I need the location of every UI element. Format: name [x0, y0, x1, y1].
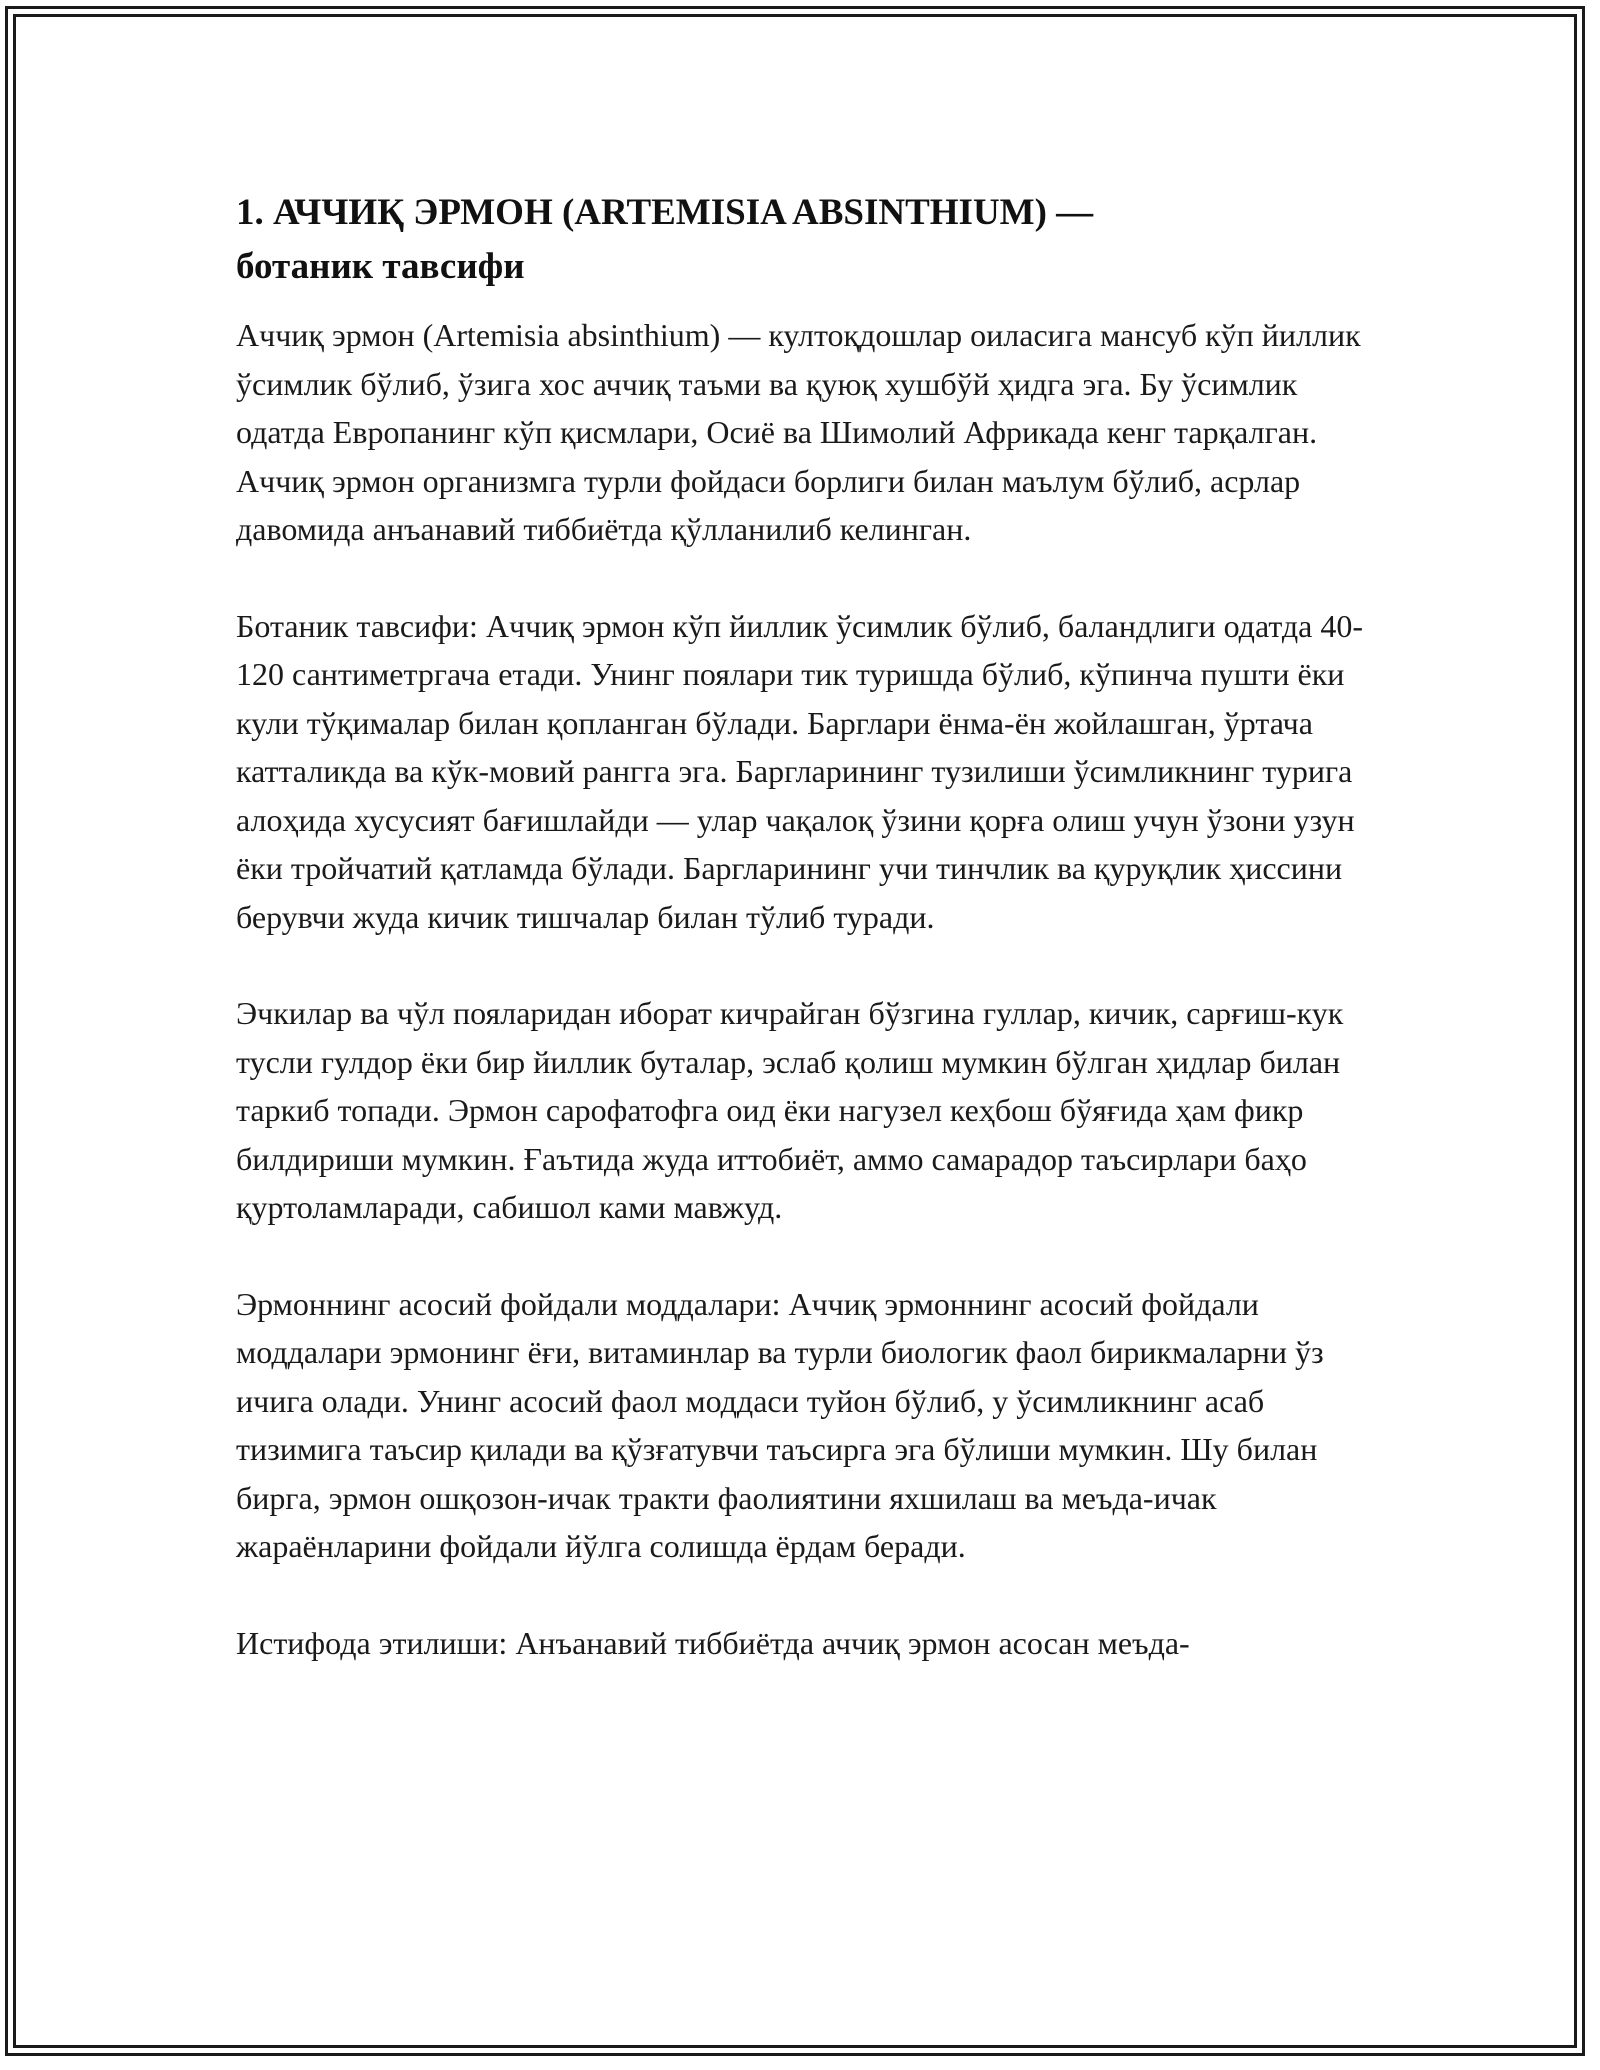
paragraph-botanical-description: Ботаник тавсифи: Аччиқ эрмон кўп йиллик ўсимлик бўлиб, баландлиги одатда 40-120 сантиметргача етади. Унинг поялари тик туришда бўлиб, кўпинча пушти ёки кули тўқималар билан қопланган бўлади. Барглари ёнма-ён жойлашган, ўртача катталикда ва кўк-мовий рангга эга. Баргларининг тузилиши ўсимликнинг турига алоҳида хусусият бағишлайди — улар чақалоқ ўзини қорға олиш учун ўзони узун ёки тройчатий қатламда бўлади. Баргларининг учи тинчлик ва қуруқлик ҳиссини берувчи жуда кичик тишчалар билан тўлиб туради.	[236, 607, 1364, 935]
paragraph-useful-substances: Эрмоннинг асосий фойдали моддалари: Аччиқ эрмоннинг асосий фойдали моддалари эрмонинг ёғи, витаминлар ва турли биологик фаол бирикмаларни ўз ичига олади. Унинг асосий фаол моддаси туйон бўлиб, у ўсимликнинг асаб тизимига таъсир қилади ва қўзғатувчи таъсирга эга бўлиши мумкин. Шу билан бирга, эрмон ошқозон-ичак тракти фаолиятини яхшилаш ва меъда-ичак жараёнларини фойдали йўлга солишда ёрдам беради.	[236, 1285, 1324, 1564]
heading-line-2: ботаник тавсифи	[236, 246, 525, 287]
paragraph-flowers: Эчкилар ва чўл пояларидан иборат кичрайган бўзгина гуллар, кичик, сарғиш-кук тусли гулдор ёки бир йиллик буталар, эслаб қолиш мумкин бўлган ҳидлар билан таркиб топади. Эрмон сарофатофга оид ёки нагузел кеҳбош бўяғида ҳам фикр билдириши мумкин. Ғаътида жуда иттобиёт, аммо самарадор таъсирлари баҳо қуртоламларади, сабишол ками мавжуд.	[236, 995, 1344, 1225]
heading-line-1: 1. АЧЧИҚ ЭРМОН (ARTEMISIA ABSINTHIUM) —	[236, 192, 1094, 233]
document-body	[236, 186, 1366, 1667]
paragraph-intro: Аччиқ эрмон (Artemisia absinthium) — култоқдошлар оиласига мансуб кўп йиллик ўсимлик бўлиб, ўзига хос аччиқ таъми ва қуюқ хушбўй ҳидга эга. Бу ўсимлик одатда Европанинг кўп қисмлари, Осиё ва Шимолий Африкада кенг тарқалган. Аччиқ эрмон организмга турли фойдаси борлиги билан маълум бўлиб, асрлар давомида анъанавий тиббиётда қўлланилиб келинган.	[236, 317, 1361, 547]
document-heading	[236, 186, 1366, 294]
paragraph-usage: Истифода этилиши: Анъанавий тиббиётда аччиқ эрмон асосан меъда-	[236, 1624, 1190, 1661]
